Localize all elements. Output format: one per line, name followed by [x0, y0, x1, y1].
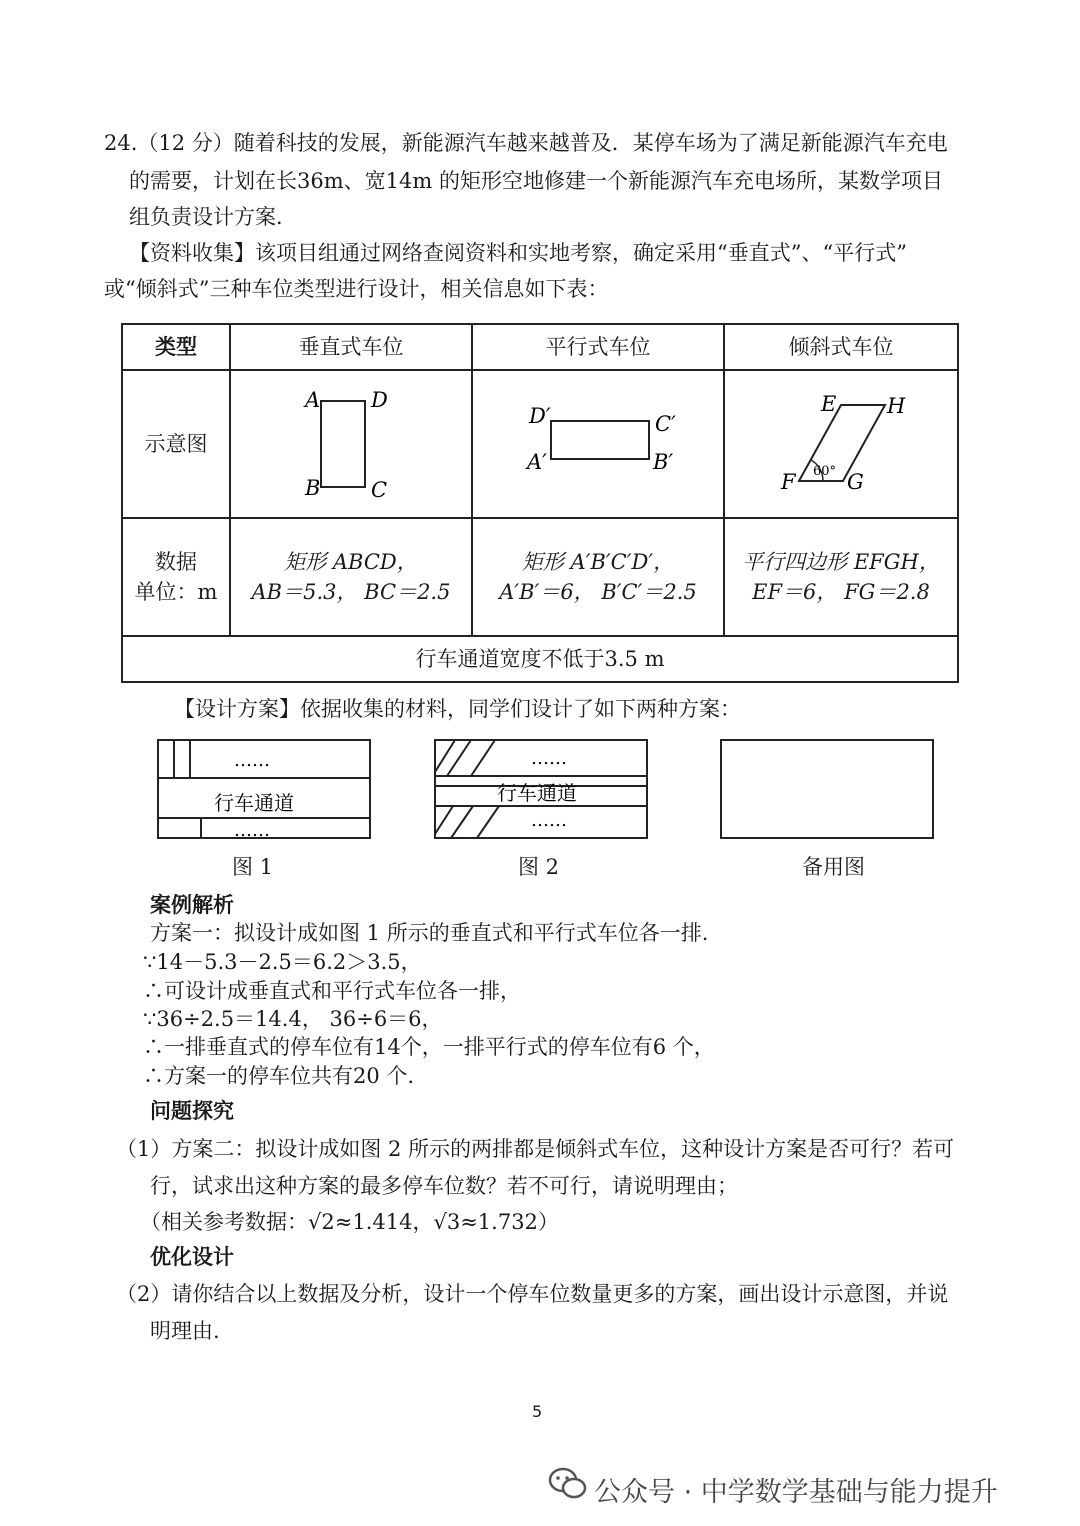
- slant-data-line-1: 平行四边形 EFGH，: [742, 550, 940, 574]
- fig2-dots-top: ……: [531, 748, 567, 769]
- table-header-parallel: 平行式车位: [472, 324, 724, 370]
- slant-data-line-2: EF＝6， FG＝2.8: [752, 580, 930, 604]
- parallel-data-cell: [472, 518, 724, 636]
- analysis-line-5: ∴一排垂直式的停车位有14个，一排平行式的停车位有6 个，: [143, 1035, 715, 1059]
- spare-figure: [719, 738, 935, 842]
- label-c: C: [371, 478, 388, 502]
- question-line-2: 的需要，计划在长36m、宽14m 的矩形空地修建一个新能源汽车充电场所，某数学项目: [129, 169, 943, 193]
- slant-space-diagram: [725, 371, 957, 509]
- fig1-dots-bottom: ……: [234, 820, 270, 841]
- data-label-line-2: 单位：m: [134, 580, 218, 604]
- label-c-prime: C′: [655, 412, 676, 436]
- label-angle: 60°: [813, 464, 837, 479]
- fig2-lane-label: 行车通道: [497, 781, 577, 805]
- rectangle-abcd-prime: [551, 421, 649, 459]
- label-g: G: [847, 470, 864, 494]
- explore-line-2: 行，试求出这种方案的最多停车位数？若不可行，请说明理由；: [150, 1174, 738, 1198]
- question-line-1: 24.（12 分）随着科技的发展，新能源汽车越来越普及．某停车场为了满足新能源汽车充电: [104, 131, 948, 155]
- slant-data-cell: [724, 518, 958, 636]
- vertical-diagram-cell: [230, 370, 472, 518]
- parallel-data-line-2: A′B′＝6， B′C′＝2.5: [499, 580, 697, 604]
- question-line-3: 组负责设计方案．: [129, 205, 297, 229]
- design-heading: 【设计方案】依据收集的材料，同学们设计了如下两种方案：: [174, 697, 741, 721]
- analysis-line-4: ∵36÷2.5＝14.4， 36÷6＝6，: [143, 1007, 443, 1031]
- explore-line-3: （相关参考数据：√2≈1.414，√3≈1.732）: [140, 1210, 559, 1234]
- parallel-data-line-1: 矩形 A′B′C′D′，: [521, 550, 675, 574]
- slant-diagram-cell: [724, 370, 958, 518]
- optimize-line-1: （2）请你结合以上数据及分析，设计一个停车位数量更多的方案，画出设计示意图，并说: [116, 1282, 949, 1306]
- label-a-prime: A′: [527, 450, 547, 474]
- spare-figure-caption: 备用图: [802, 855, 865, 879]
- watermark-text: 公众号 · 中学数学基础与能力提升: [594, 1477, 998, 1508]
- analysis-line-3: ∴可设计成垂直式和平行式车位各一排，: [143, 979, 521, 1003]
- label-h: H: [887, 394, 906, 418]
- explore-heading: 问题探究: [150, 1098, 234, 1123]
- vertical-space-diagram: [231, 371, 471, 509]
- parking-info-table: [121, 323, 959, 683]
- explore-line-1: （1）方案二：拟设计成如图 2 所示的两排都是倾斜式车位，这种设计方案是否可行？若可: [116, 1137, 955, 1161]
- vertical-data-line-2: AB＝5.3， BC＝2.5: [251, 580, 451, 604]
- table-header-slant: 倾斜式车位: [724, 324, 958, 370]
- analysis-line-6: ∴方案一的停车位共有20 个.: [143, 1064, 415, 1088]
- figure-1: [156, 738, 372, 842]
- page-number: 5: [532, 1402, 543, 1421]
- figure-1-caption: 图 1: [232, 855, 274, 879]
- label-d-prime: D′: [529, 404, 551, 428]
- label-b: B: [305, 476, 321, 500]
- label-d: D: [371, 388, 388, 412]
- vertical-data-cell: [230, 518, 472, 636]
- fig1-dots-top: ……: [234, 750, 270, 771]
- rectangle-abcd: [321, 401, 365, 487]
- wechat-icon: [548, 1466, 588, 1502]
- parallel-diagram-cell: [472, 370, 724, 518]
- label-a: A: [305, 388, 321, 412]
- analysis-line-2: ∵14－5.3－2.5＝6.2＞3.5，: [143, 950, 422, 974]
- lane-width-note: 行车通道宽度不低于3.5 m: [122, 636, 958, 682]
- table-header-vertical: 垂直式车位: [230, 324, 472, 370]
- label-b-prime: B′: [653, 450, 674, 474]
- parallel-space-diagram: [473, 371, 723, 509]
- question-line-4: 【资料收集】该项目组通过网络查阅资料和实地考察，确定采用“垂直式”、“平行式”: [129, 241, 907, 265]
- label-f: F: [781, 470, 796, 494]
- table-row-label-data: [122, 518, 230, 636]
- figure-2-caption: 图 2: [518, 855, 560, 879]
- analysis-heading: 案例解析: [150, 892, 234, 917]
- question-line-5: 或“倾斜式”三种车位类型进行设计，相关信息如下表：: [104, 277, 609, 301]
- label-e: E: [821, 392, 837, 416]
- parallelogram-efgh: [799, 405, 885, 481]
- figure-2: [433, 738, 649, 842]
- table-header-type: 类型: [122, 324, 230, 370]
- fig2-dots-bottom: ……: [531, 810, 567, 831]
- optimize-heading: 优化设计: [150, 1244, 234, 1269]
- optimize-line-2: 明理由.: [150, 1319, 220, 1343]
- vertical-data-line-1: 矩形 ABCD，: [284, 550, 418, 574]
- analysis-line-1: 方案一：拟设计成如图 1 所示的垂直式和平行式车位各一排.: [150, 921, 709, 945]
- fig1-lane-label: 行车通道: [214, 791, 294, 815]
- table-row-label-diagram: 示意图: [122, 370, 230, 518]
- data-label-line-1: 数据: [155, 550, 197, 574]
